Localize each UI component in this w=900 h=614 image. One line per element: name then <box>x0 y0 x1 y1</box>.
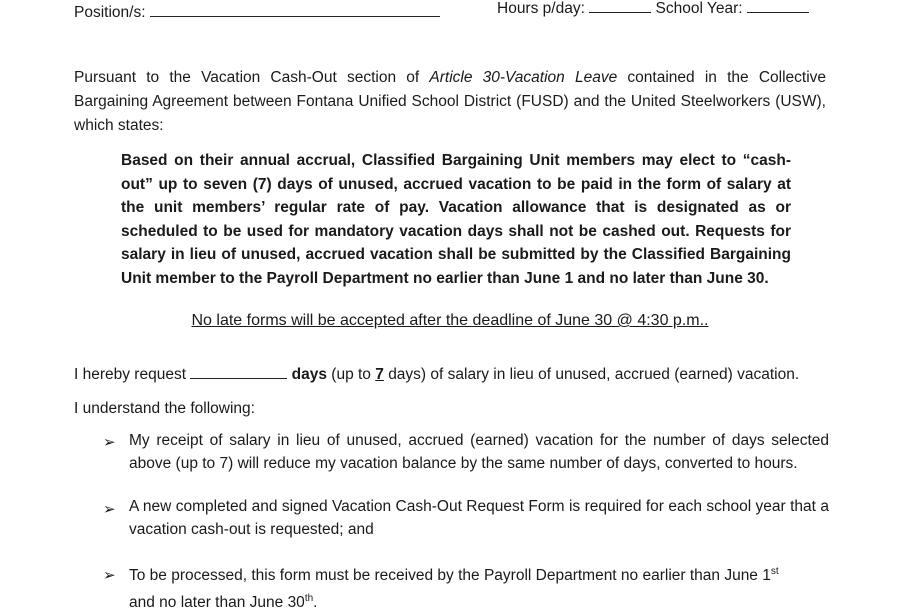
arrow-bullet-icon: ➢ <box>103 434 116 451</box>
bullet-3-sup1: st <box>770 566 779 577</box>
bullet-3-end: . <box>313 594 318 612</box>
days-requested-field[interactable] <box>190 364 287 379</box>
hours-label: Hours p/day: <box>497 0 585 17</box>
request-days-label: days <box>291 366 327 383</box>
intro-text-pre: Pursuant to the Vacation Cash-Out section of <box>74 69 420 86</box>
request-text-pre: I hereby request <box>74 366 187 383</box>
request-text-mid1: (up to <box>331 366 371 383</box>
arrow-bullet-icon: ➢ <box>103 501 116 518</box>
position-field[interactable] <box>150 2 440 17</box>
bullet-item-1: My receipt of salary in lieu of unused, accrued (earned) vacation for the number of days selected above (up to 7) will reduce my vacation balance by the same number of days, converted to hours. <box>129 432 829 472</box>
hours-field[interactable] <box>589 0 651 13</box>
request-row <box>74 364 799 384</box>
intro-paragraph <box>74 66 826 138</box>
bullet-3-text: To be processed, this form must be received by the Payroll Department no earlier than June 1 <box>129 567 771 585</box>
intro-text-post: contained in the Collective Bargaining Agreement between Fontana Unified School District (FUSD) and the United Steelworkers (USW), which states: <box>74 69 827 134</box>
quoted-contract-text: Based on their annual accrual, Classified Bargaining Unit members may elect to “cash-out” up to seven (7) days of unused, accrued vacation to be paid in the form of salary at the unit members’ regular rate of pay. Vacation allowance that is designated as or scheduled to be used for mandatory vacation days shall not be cashed out. Requests for salary in lieu of unused, accrued vacation shall be submitted by the Classified Bargaining Unit member to the Payroll Department no earlier than June 1 and no later than June 30. <box>121 152 791 287</box>
position-label: Position/s: <box>74 4 146 21</box>
request-text-mid2: days) of salary in lieu of unused, accrued (earned) vacation. <box>388 366 800 383</box>
understand-heading: I understand the following: <box>74 400 255 417</box>
bullet-3-sup2: th <box>304 593 314 605</box>
hours-row <box>497 0 809 18</box>
request-max-days: 7 <box>375 366 384 383</box>
deadline-note: No late forms will be accepted after the deadline of June 30 @ 4:30 p.m.. <box>191 312 709 329</box>
arrow-bullet-icon: ➢ <box>103 567 116 584</box>
position-row <box>74 2 440 22</box>
bullet-3-line2: and no later than June 30 <box>129 594 305 612</box>
intro-article: Article 30-Vacation Leave <box>429 69 618 86</box>
school-year-field[interactable] <box>747 0 809 13</box>
school-year-label: School Year: <box>655 0 743 17</box>
bullet-item-2: A new completed and signed Vacation Cash-Out Request Form is required for each school year that a vacation cash-out is requested; and <box>129 498 829 538</box>
bullet-item-3 <box>129 560 829 614</box>
